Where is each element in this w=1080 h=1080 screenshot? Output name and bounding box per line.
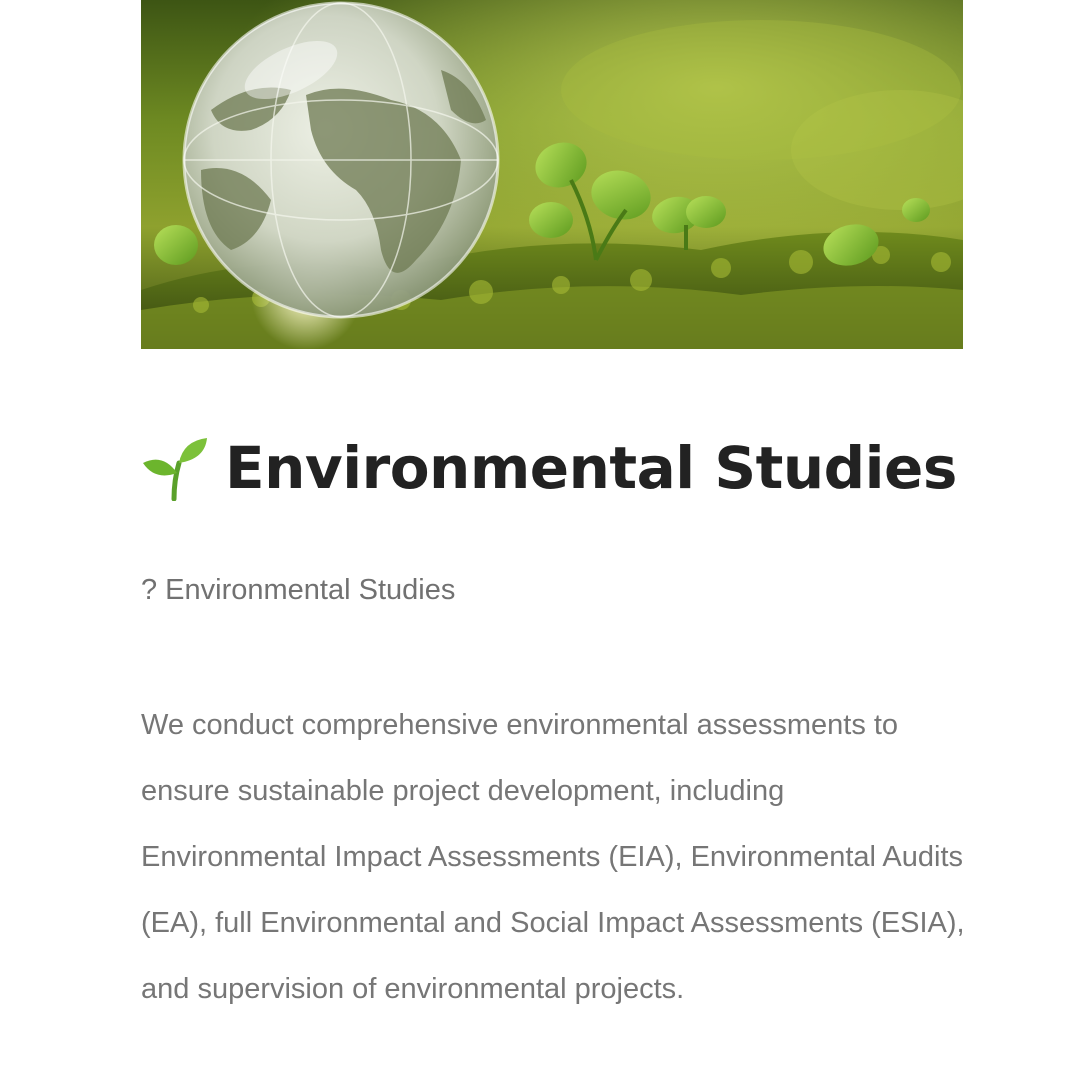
section-subtitle: ? Environmental Studies [141, 574, 456, 606]
section-description: We conduct comprehensive environmental assessments to ensure sustainable project development, including Environmental Impact Assessments (EIA), Environmental Audits (EA), full Environmental and Social Impact Assessments (ESIA), and supervision of environmental projects. [141, 709, 965, 1005]
seedling-icon [141, 435, 209, 501]
page-header [141, 428, 1021, 508]
page-title: Environmental Studies [225, 434, 957, 502]
hero-image [141, 0, 963, 349]
